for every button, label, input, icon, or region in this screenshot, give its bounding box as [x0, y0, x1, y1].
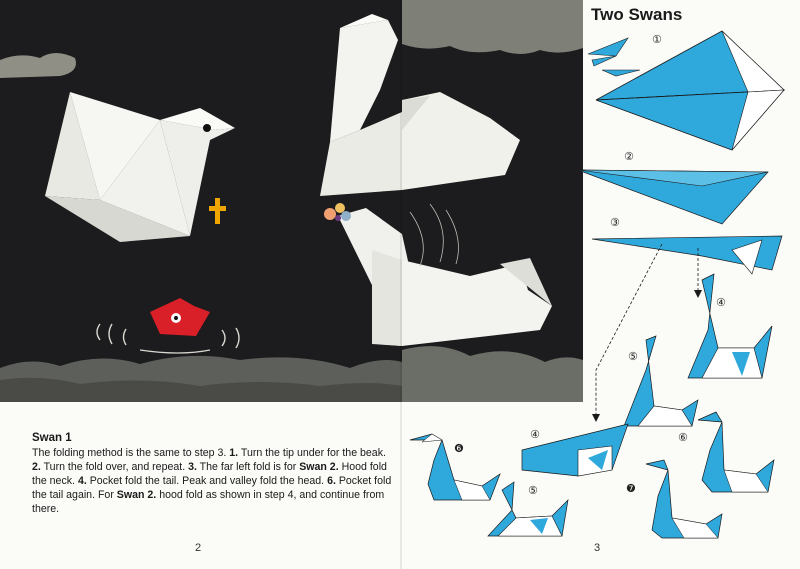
- page-number-right: 3: [594, 542, 601, 554]
- instruction-segment: The folding method is the same to step 3.: [32, 447, 230, 459]
- instruction-step-marker: 1.: [229, 447, 239, 459]
- step-4b-label: ④: [530, 428, 540, 441]
- instruction-segment: Pocket fold the tail again. For: [32, 475, 392, 501]
- swan-instructions: [32, 431, 394, 516]
- step-6a-label: ❻: [454, 442, 464, 455]
- instruction-step-marker: Swan 2.: [116, 489, 157, 501]
- instruction-step-marker: 6.: [327, 475, 336, 487]
- step-4a-diagram: [688, 274, 772, 378]
- step-1-diagram: [588, 31, 784, 150]
- instruction-step-marker: 3.: [188, 461, 197, 473]
- step-5a-diagram: [624, 336, 698, 426]
- instruction-step-marker: 4.: [77, 475, 87, 487]
- folding-diagram: [402, 30, 800, 569]
- section-heading: Swan 1: [32, 432, 72, 444]
- instruction-segment: Turn the fold over, and repeat.: [40, 461, 189, 473]
- instruction-text: [32, 446, 394, 516]
- instruction-step-marker: Swan 2.: [299, 461, 339, 473]
- step-2-label: ②: [624, 150, 634, 163]
- step-1-label: ①: [652, 33, 662, 46]
- step-4a-label: ④: [716, 296, 726, 309]
- page-title: Two Swans: [591, 5, 683, 24]
- instruction-segment: Turn the tip under for the beak.: [238, 447, 386, 459]
- page-number-left: 2: [195, 542, 202, 554]
- step-5b-label: ⑤: [528, 484, 538, 497]
- step-4b-diagram: [522, 424, 628, 476]
- step-3-label: ③: [610, 216, 620, 229]
- instruction-step-marker: 2.: [32, 461, 41, 473]
- step-5a-label: ⑤: [628, 350, 638, 363]
- step-6b-label: ⑥: [678, 431, 688, 444]
- instruction-segment: Hood fold the neck.: [32, 461, 387, 487]
- instruction-segment: The far left fold is for: [196, 461, 300, 473]
- step-2-diagram: [578, 150, 768, 224]
- step-7-label: ❼: [626, 482, 636, 495]
- instruction-segment: Pocket fold the tail. Peak and valley fold the head.: [86, 475, 328, 487]
- step-3-diagram: [592, 216, 782, 274]
- step-5b-diagram: [488, 482, 568, 536]
- step-6a-diagram: [410, 434, 500, 500]
- instruction-segment: hood fold as shown in step 4, and continue from there.: [32, 489, 385, 515]
